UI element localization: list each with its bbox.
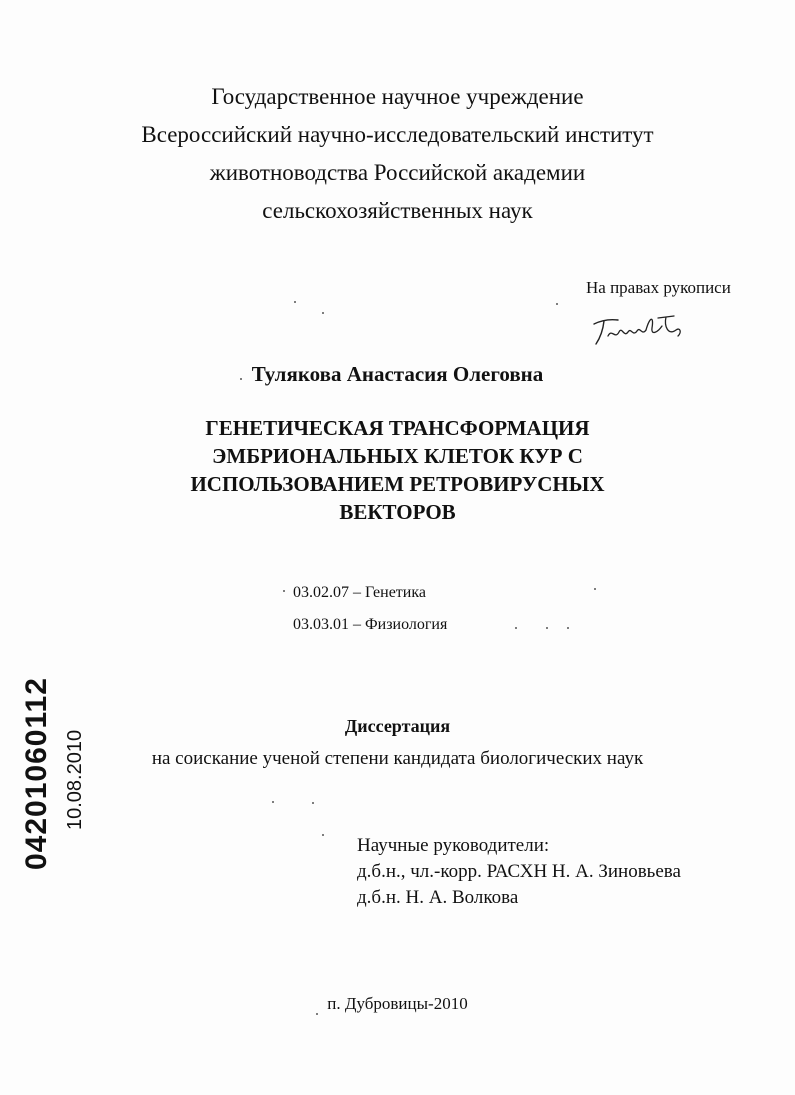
scan-speck — [322, 312, 324, 314]
scan-speck — [322, 834, 324, 836]
dissertation-subtitle: на соискание ученой степени кандидата биологических наук — [151, 748, 644, 769]
library-stamp-date: 10.08.2010 — [64, 729, 86, 830]
specialty-genetics: 03.02.07 – Генетика — [293, 584, 426, 601]
scan-speck — [240, 378, 242, 380]
author-name: Тулякова Анастасия Олеговна — [251, 362, 544, 386]
scan-speck — [594, 588, 596, 590]
manuscript-note: На правах рукописи — [586, 278, 731, 297]
scan-speck — [567, 627, 569, 629]
scan-speck — [283, 590, 285, 592]
title-line-3: ИСПОЛЬЗОВАНИЕМ РЕТРОВИРУСНЫХ — [190, 472, 605, 496]
supervisors-heading: Научные руководители: — [357, 835, 550, 856]
title-line-1: ГЕНЕТИЧЕСКАЯ ТРАНСФОРМАЦИЯ — [205, 416, 590, 440]
institution-line-3: животноводства Российской академии — [209, 160, 586, 185]
scan-speck — [272, 801, 274, 803]
supervisor-2: д.б.н. Н. А. Волкова — [357, 887, 519, 908]
supervisor-1: д.б.н., чл.-корр. РАСХН Н. А. Зиновьева — [357, 861, 681, 882]
place-year: п. Дубровицы-2010 — [327, 994, 468, 1013]
handwritten-signature — [588, 310, 688, 350]
institution-line-2: Всероссийский научно-исследовательский институт — [141, 122, 654, 147]
library-stamp-number: 04201060112 — [20, 677, 53, 870]
scan-speck — [294, 301, 296, 303]
scan-speck — [312, 802, 314, 804]
scan-speck — [546, 627, 548, 629]
institution-line-4: сельскохозяйственных наук — [262, 198, 533, 223]
scan-speck — [556, 303, 558, 305]
specialty-physiology: 03.03.01 – Физиология — [293, 616, 448, 633]
dissertation-heading: Диссертация — [344, 716, 451, 736]
title-line-2: ЭМБРИОНАЛЬНЫХ КЛЕТОК КУР С — [212, 444, 583, 468]
scan-speck — [515, 627, 517, 629]
scan-speck — [316, 1013, 318, 1015]
title-line-4: ВЕКТОРОВ — [339, 500, 456, 524]
institution-line-1: Государственное научное учреждение — [211, 84, 584, 109]
